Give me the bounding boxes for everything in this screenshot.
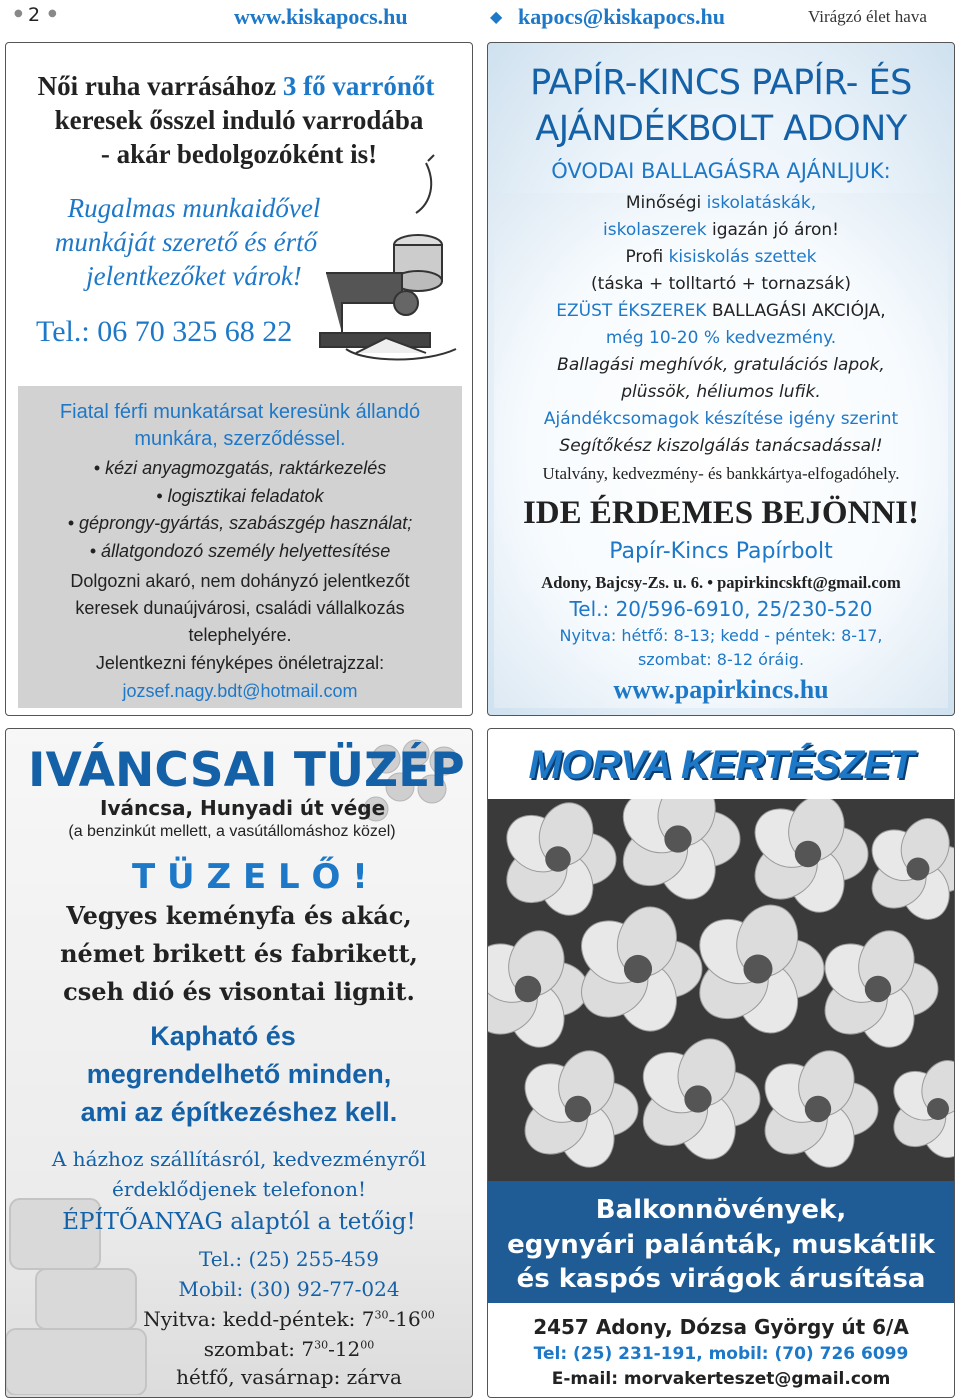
job-ad-body-3: telephelyére. xyxy=(188,625,292,645)
tuzep-ad-closed: hétfő, vasárnap: zárva xyxy=(176,1365,402,1389)
tuzep-ad-product-3: cseh dió és visontai lignit. xyxy=(63,977,415,1006)
header-email-link[interactable]: kapocs@kiskapocs.hu xyxy=(518,4,725,29)
job-ad-grey-title-1: Fiatal férfi munkatársat keresünk állandó xyxy=(59,401,421,423)
header-website-link[interactable]: www.kiskapocs.hu xyxy=(234,4,408,29)
morva-ad-box xyxy=(487,728,955,1398)
paper-ad-line-9: Ajándékcsomagok készítése igény szerint xyxy=(543,409,899,429)
job-ad-box xyxy=(5,42,473,716)
paper-ad-address: Adony, Bajcsy-Zs. u. 6. • papirkincskft@gmail.com xyxy=(541,573,901,592)
paper-ad-line-8: plüssök, héliumos lufik. xyxy=(621,382,821,402)
job-ad-italic-1: Rugalmas munkaidővel xyxy=(67,193,321,223)
tuzep-ad-box xyxy=(5,728,473,1398)
job-ad-bullet: • géprongy-gyártás, szabászgép használat; xyxy=(67,513,413,533)
job-ad-phone[interactable]: Tel.: 06 70 325 68 22 xyxy=(36,315,293,348)
paper-ad-website-link[interactable]: www.papirkincs.hu xyxy=(613,675,829,704)
diamond-icon: ◆ xyxy=(490,7,503,26)
paper-ad-title-1: PAPÍR-KINCS PAPÍR- ÉS xyxy=(530,63,912,103)
paper-ad-big-slogan: IDE ÉRDEMES BEJÖNNI! xyxy=(522,495,920,531)
job-ad-apply: Jelentkezni fényképes önéletrajzzal: xyxy=(95,653,385,673)
tuzep-ad-building-materials: ÉPÍTŐANYAG alaptól a tetőig! xyxy=(62,1209,416,1235)
paper-ad-subtitle: ÓVODAI BALLAGÁSRA AJÁNLJUK: xyxy=(551,159,891,183)
page-header xyxy=(0,0,960,36)
tuzep-ad-product-2: német brikett és fabrikett, xyxy=(60,939,418,968)
tuzep-ad-offer-1: Kapható és xyxy=(150,1021,296,1051)
paper-ad-hours-2: szombat: 8-12 óráig. xyxy=(637,650,805,669)
morva-ad-title: MORVA KERTÉSZET xyxy=(528,743,914,787)
tuzep-ad-title: IVÁNCSAI TÜZÉP xyxy=(28,743,465,798)
paper-ad-line-6: még 10-20 % kedvezmény. xyxy=(605,328,837,348)
tuzep-ad-delivery-1: A házhoz szállításról, kedvezményről xyxy=(51,1147,427,1171)
tuzep-ad-hours-saturday: szombat: $7^{30}-12^{00}$ xyxy=(203,1337,375,1361)
morva-ad-address: 2457 Adony, Dózsa György út 6/A xyxy=(533,1315,909,1339)
page-number: 2 xyxy=(28,4,41,26)
job-ad-headline-1: Női ruha varrásához 3 fő varrónőt xyxy=(37,71,435,101)
bullet-icon: ● xyxy=(14,8,23,19)
tuzep-ad-hours-weekday: Nyitva: kedd-péntek: $7^{30}-16^{00}$ xyxy=(143,1307,435,1331)
morva-ad-banner xyxy=(488,1181,954,1303)
job-ad-bullet: • logisztikai feladatok xyxy=(156,486,324,506)
job-ad-body-1: Dolgozni akaró, nem dohányzó jelentkezőt xyxy=(70,571,410,591)
paper-ad-hours-1: Nyitva: hétfő: 8-13; kedd - péntek: 8-17, xyxy=(559,626,883,645)
paper-ad-line-10: Segítőkész kiszolgálás tanácsadással! xyxy=(559,436,883,456)
job-ad-italic-2: munkáját szerető és értő xyxy=(54,227,318,257)
paper-ad-line-5: EZÜST ÉKSZEREK BALLAGÁSI AKCIÓJA, xyxy=(556,301,886,321)
morva-ad-phone[interactable]: Tel: (25) 231-191, mobil: (70) 726 6099 xyxy=(533,1344,909,1364)
paper-ad-shop-name: Papír-Kincs Papírbolt xyxy=(609,539,833,564)
job-ad-email[interactable]: jozsef.nagy.bdt@hotmail.com xyxy=(122,681,358,701)
job-ad-headline-3: - akár bedolgozóként is! xyxy=(100,139,378,169)
paper-ad-line-3: Profi kisiskolás szettek xyxy=(625,247,817,267)
tuzep-ad-product-1: Vegyes keményfa és akác, xyxy=(66,901,412,930)
tuzep-ad-address: Iváncsa, Hunyadi út vége xyxy=(100,796,386,820)
paper-ad-phone[interactable]: Tel.: 20/596-6910, 25/230-520 xyxy=(569,597,873,621)
morva-ad-banner-3: és kaspós virágok árusítása xyxy=(516,1264,926,1294)
paper-shop-ad-box xyxy=(487,42,955,716)
tuzep-ad-phone[interactable]: Tel.: (25) 255-459 xyxy=(199,1247,379,1271)
paper-ad-title-2: AJÁNDÉKBOLT ADONY xyxy=(535,109,907,149)
morva-ad-banner-2: egynyári palánták, muskátlik xyxy=(507,1230,935,1260)
bullet-icon: ● xyxy=(48,8,57,19)
job-ad-headline-2: keresek ősszel induló varrodába xyxy=(54,105,424,135)
tuzep-ad-delivery-2: érdeklődjenek telefonon! xyxy=(111,1177,366,1201)
tuzep-ad-offer-3: ami az építkezéshez kell. xyxy=(80,1097,398,1127)
morva-ad-email[interactable]: E-mail: morvakerteszet@gmail.com xyxy=(551,1369,891,1389)
sewing-machine-icon xyxy=(306,153,466,373)
issue-label: Virágzó élet hava xyxy=(808,7,927,26)
job-ad-italic-3: jelentkezőket várok! xyxy=(86,261,302,291)
tuzep-ad-fuel: T Ü Z E L Ő ! xyxy=(132,857,368,897)
tuzep-ad-offer-2: megrendelhető minden, xyxy=(86,1059,392,1089)
job-ad-grey-title-2: munkára, szerződéssel. xyxy=(134,428,346,450)
paper-ad-line-2: iskolaszerek igazán jó áron! xyxy=(603,220,839,240)
paper-ad-line-11: Utalvány, kedvezmény- és bankkártya-elfogadóhely. xyxy=(542,464,900,483)
job-ad-grey-panel xyxy=(18,386,462,708)
job-ad-bullet: • kézi anyagmozgatás, raktárkezelés xyxy=(93,458,387,478)
paper-ad-line-1: Minőségi iskolatáskák, xyxy=(625,193,817,213)
tuzep-ad-note: (a benzinkút mellett, a vasútállomáshoz közel) xyxy=(68,823,396,840)
paper-ad-line-7: Ballagási meghívók, gratulációs lapok, xyxy=(557,355,885,375)
petunia-flowers-photo xyxy=(488,799,954,1181)
morva-ad-banner-1: Balkonnövények, xyxy=(595,1195,847,1225)
job-ad-body-2: keresek dunaújvárosi, családi vállalkozás xyxy=(75,598,405,618)
job-ad-bullet: • állatgondozó személy helyettesítése xyxy=(89,541,391,561)
paper-ad-line-4: (táska + tolltartó + tornazsák) xyxy=(591,274,851,294)
tuzep-ad-mobile[interactable]: Mobil: (30) 92-77-024 xyxy=(178,1277,400,1301)
